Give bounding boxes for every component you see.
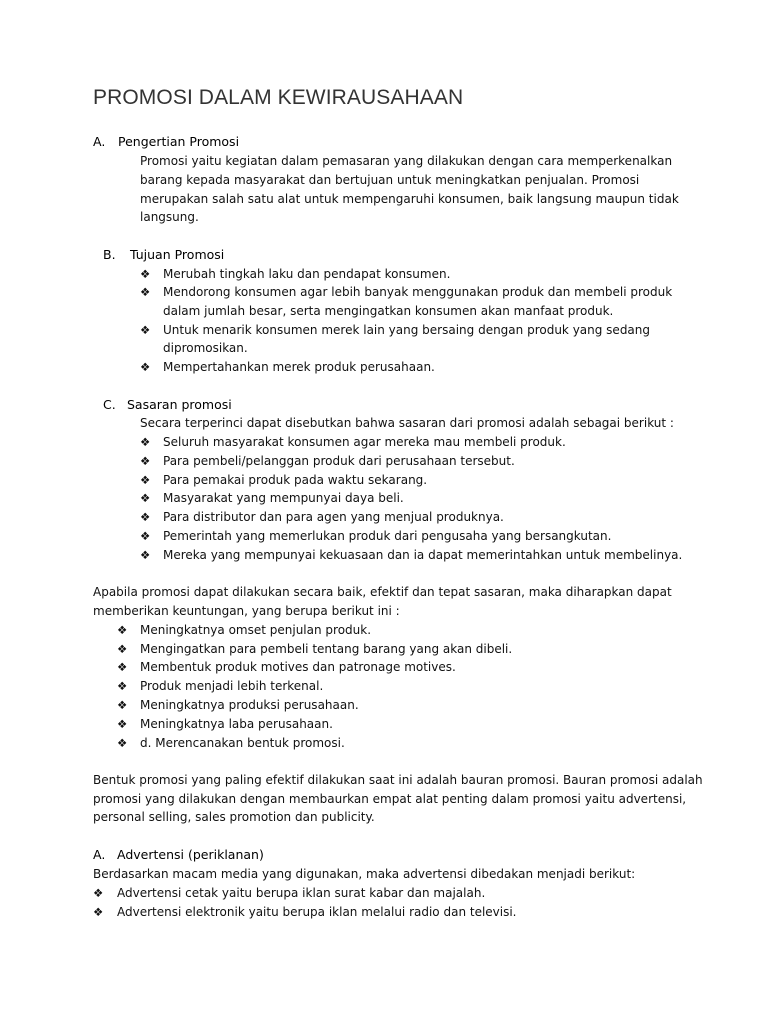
section-a-line: langsung. [140, 210, 199, 224]
benefits-intro-line: memberikan keuntungan, yang berupa berikut ini : [93, 604, 400, 618]
diamond-bullet-icon: ❖ [140, 548, 151, 562]
bauran-line: personal selling, sales promotion dan publicity. [93, 810, 375, 824]
diamond-bullet-icon: ❖ [140, 323, 151, 337]
section-b-item: Merubah tingkah laku dan pendapat konsumen. [163, 267, 451, 281]
section-b-marker: B. [103, 247, 116, 262]
advertensi-item: Advertensi cetak yaitu berupa iklan surat kabar dan majalah. [117, 886, 486, 900]
page-title: PROMOSI DALAM KEWIRAUSAHAAN [93, 86, 464, 109]
section-a-line: barang kepada masyarakat dan bertujuan untuk meningkatkan penjualan. Promosi [140, 173, 640, 187]
diamond-bullet-icon: ❖ [117, 660, 128, 674]
section-c-item: Seluruh masyarakat konsumen agar mereka mau membeli produk. [163, 435, 566, 449]
diamond-bullet-icon: ❖ [140, 267, 151, 281]
diamond-bullet-icon: ❖ [117, 623, 128, 637]
benefits-item: Meningkatnya produksi perusahaan. [140, 698, 359, 712]
section-b-item: Untuk menarik konsumen merek lain yang bersaing dengan produk yang sedang [163, 323, 651, 337]
diamond-bullet-icon: ❖ [140, 529, 151, 543]
diamond-bullet-icon: ❖ [117, 698, 128, 712]
section-a-line: merupakan salah satu alat untuk mempengaruhi konsumen, baik langsung maupun tidak [140, 192, 679, 206]
benefits-item: Membentuk produk motives dan patronage motives. [140, 660, 456, 674]
benefits-item: d. Merencanakan bentuk promosi. [140, 736, 345, 750]
section-b-item: Mempertahankan merek produk perusahaan. [163, 360, 435, 374]
diamond-bullet-icon: ❖ [140, 435, 151, 449]
benefits-item: Meningkatnya omset penjulan produk. [140, 623, 372, 637]
benefits-intro-line: Apabila promosi dapat dilakukan secara baik, efektif dan tepat sasaran, maka diharapkan dapat [93, 585, 672, 599]
benefits-item: Meningkatnya laba perusahaan. [140, 717, 333, 731]
bauran-line: promosi yang dilakukan dengan membaurkan empat alat penting dalam promosi yaitu advertensi, [93, 792, 687, 806]
diamond-bullet-icon: ❖ [140, 285, 151, 299]
section-c-item: Pemerintah yang memerlukan produk dari pengusaha yang bersangkutan. [163, 529, 612, 543]
section-b-item: Mendorong konsumen agar lebih banyak menggunakan produk dan membeli produk [163, 285, 673, 299]
advertensi-item: Advertensi elektronik yaitu berupa iklan melalui radio dan televisi. [117, 905, 517, 919]
section-c-item: Mereka yang mempunyai kekuasaan dan ia dapat memerintahkan untuk membelinya. [163, 548, 683, 562]
section-a-heading: Pengertian Promosi [118, 134, 240, 149]
section-b-item-cont: dipromosikan. [163, 341, 248, 355]
section-c-item: Para pembeli/pelanggan produk dari perusahaan tersebut. [163, 454, 515, 468]
diamond-bullet-icon: ❖ [117, 736, 128, 750]
section-a-marker: A. [93, 134, 106, 149]
diamond-bullet-icon: ❖ [140, 454, 151, 468]
section-b-heading: Tujuan Promosi [130, 247, 225, 262]
advertensi-heading: Advertensi (periklanan) [117, 847, 264, 862]
diamond-bullet-icon: ❖ [117, 717, 128, 731]
section-a-line: Promosi yaitu kegiatan dalam pemasaran yang dilakukan dengan cara memperkenalkan [140, 154, 673, 168]
bauran-line: Bentuk promosi yang paling efektif dilakukan saat ini adalah bauran promosi. Bauran promosi adalah [93, 773, 703, 787]
diamond-bullet-icon: ❖ [140, 360, 151, 374]
section-c-item: Masyarakat yang mempunyai daya beli. [163, 491, 404, 505]
diamond-bullet-icon: ❖ [140, 473, 151, 487]
diamond-bullet-icon: ❖ [93, 886, 104, 900]
diamond-bullet-icon: ❖ [93, 905, 104, 919]
section-b-item-cont: dalam jumlah besar, serta mengingatkan konsumen akan manfaat produk. [163, 304, 614, 318]
advertensi-intro: Berdasarkan macam media yang digunakan, maka advertensi dibedakan menjadi berikut: [93, 867, 636, 881]
section-c-item: Para distributor dan para agen yang menjual produknya. [163, 510, 504, 524]
diamond-bullet-icon: ❖ [140, 510, 151, 524]
advertensi-marker: A. [93, 847, 106, 862]
diamond-bullet-icon: ❖ [117, 679, 128, 693]
section-c-intro: Secara terperinci dapat disebutkan bahwa sasaran dari promosi adalah sebagai berikut : [140, 416, 674, 430]
benefits-item: Produk menjadi lebih terkenal. [140, 679, 324, 693]
section-c-item: Para pemakai produk pada waktu sekarang. [163, 473, 428, 487]
section-c-marker: C. [103, 397, 116, 412]
section-c-heading: Sasaran promosi [127, 397, 232, 412]
diamond-bullet-icon: ❖ [140, 491, 151, 505]
benefits-item: Mengingatkan para pembeli tentang barang yang akan dibeli. [140, 642, 513, 656]
diamond-bullet-icon: ❖ [117, 642, 128, 656]
